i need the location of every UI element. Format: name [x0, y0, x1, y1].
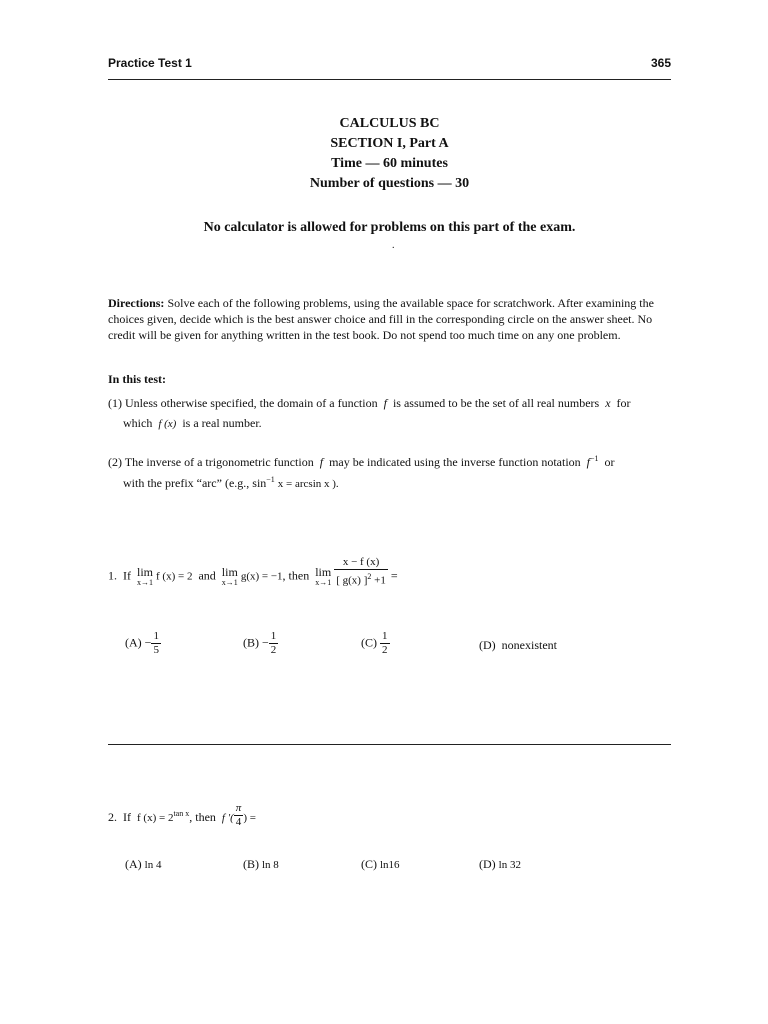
question-number: 2.: [108, 810, 117, 824]
question-count: Number of questions — 30: [309, 176, 470, 191]
choice-a[interactable]: (A) ln 4: [125, 857, 162, 871]
choice-a[interactable]: (A) − $\frac{1}{5}$: [125, 630, 159, 656]
directions-text: Solve each of the following problems, using the available space for scratchwork. After examining the choices given, decide which is the best answer choice and fill in the corresponding circle on the answer sheet. No credit will be given for anything written in the test book. Do not spend too much time on any one problem.: [108, 296, 654, 342]
choice-c[interactable]: (C) ln16: [361, 857, 400, 871]
directions-label: Directions:: [108, 296, 165, 310]
note-2: (2) The inverse of a trigonometric function f may be indicated using the inverse function notation $f^{-1}$ or: [108, 454, 615, 469]
choice-c[interactable]: (C) $\frac{1}{2}$: [361, 630, 388, 656]
choice-b[interactable]: (B) − $\frac{1}{2}$: [243, 630, 277, 656]
choice-d[interactable]: (D) ln 32: [479, 857, 521, 871]
calculator-note: No calculator is allowed for problems on this part of the exam.: [203, 220, 576, 235]
question-1: 1. If lim x→1 f (x) = 2 and lim x→1 g(x) = −1, then lim x→1 $\frac{x - f (x)}{[ g(x) ]^2 +1}$ =: [108, 556, 398, 587]
limit-main: lim x→1: [315, 565, 332, 587]
header-rule: [108, 79, 671, 80]
note-1: (1) Unless otherwise specified, the domain of a function f is assumed to be the set of all real numbers x for: [108, 396, 631, 410]
limit-f: lim x→1: [137, 565, 154, 587]
note-2-cont: with the prefix “arc” (e.g., $\sin^{-1} x = \arcsin x$ ).: [123, 475, 339, 490]
choice-b[interactable]: (B) ln 8: [243, 857, 279, 871]
running-header: Practice Test 1: [108, 56, 192, 70]
stray-dot: .: [392, 240, 395, 251]
section-title-block: [108, 114, 671, 194]
q1-fraction: $\frac{x - f (x)}{[ g(x) ]^2 +1}$: [336, 556, 386, 587]
exam-title: CALCULUS BC: [339, 116, 440, 131]
in-this-test-heading: In this test:: [108, 372, 167, 386]
section-title: SECTION I, Part A: [330, 136, 449, 151]
directions: [108, 295, 673, 343]
page-number: 365: [650, 56, 671, 70]
question-number: 1.: [108, 568, 117, 583]
question-divider: [108, 744, 671, 745]
note-1-cont: which f (x) is a real number.: [123, 416, 262, 430]
question-2: 2. If f $(x) = 2^{tan x}$, then f ′( $\frac{\pi}{4}$ ) =: [108, 801, 256, 828]
time-limit: Time — 60 minutes: [331, 156, 448, 171]
choice-d[interactable]: (D) nonexistent: [479, 638, 557, 652]
limit-g: lim x→1: [221, 565, 238, 587]
